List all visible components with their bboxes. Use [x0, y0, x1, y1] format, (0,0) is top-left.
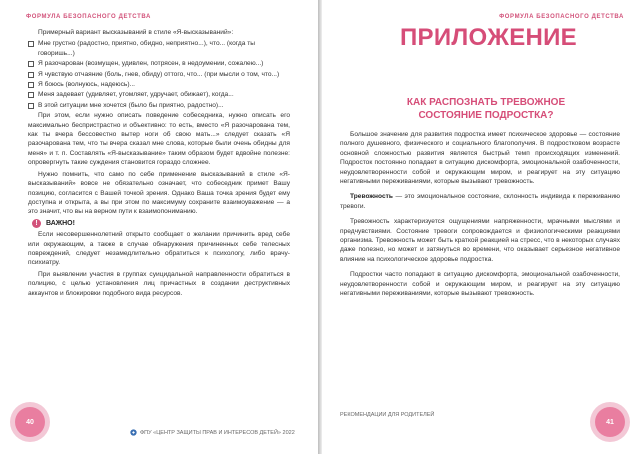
running-head: ФОРМУЛА БЕЗОПАСНОГО ДЕТСТВА: [499, 14, 624, 20]
page-number-badge: [10, 402, 50, 442]
page-title: ПРИЛОЖЕНИЕ: [400, 24, 577, 51]
list-item: Мне грустно (радостно, приятно, обидно, неприятно...), что... (когда ты говоришь...): [28, 39, 290, 58]
list-item: Меня задевает (удивляет, утомляет, удручает, обижает), когда...: [28, 90, 290, 99]
warning-label: ВАЖНО!: [46, 219, 75, 227]
term: Тревожность: [350, 193, 393, 201]
right-page: [322, 0, 640, 454]
section-title: КАК РАСПОЗНАТЬ ТРЕВОЖНОЕ СОСТОЯНИЕ ПОДРОСТКА?: [406, 97, 566, 121]
list-item: В этой ситуации мне хочется (было бы приятно, радостно)...: [28, 101, 290, 110]
footer-text: ФПУ «ЦЕНТР ЗАЩИТЫ ПРАВ И ИНТЕРЕСОВ ДЕТЕЙ» 2022: [140, 429, 295, 436]
paragraph: Если несовершеннолетний открыто сообщает о желании причинить вред себе или окружающим, а также в случае обнаружения причиненных себе телесных повреждений, следует незамедлительно обратиться к психологу, либо врачу-психиатру.: [28, 231, 290, 267]
options-list: [28, 39, 290, 110]
paragraph: При выявлении участия в группах суицидальной направленности обратиться в полицию, с целью установления лиц причастных в создании деструктивных аккаунтов и блокировки подобного вида ресурсов.: [28, 270, 290, 297]
options-intro: Примерный вариант высказываний в стиле «Я-высказываний»:: [38, 29, 234, 36]
left-page: [0, 0, 318, 454]
left-body: [28, 28, 290, 300]
paragraph: Нужно помнить, что само по себе применение высказываний в стиле «Я-высказываний» вовсе не обязательно означает, что собеседник примет Вашу позицию, согласится с Вашей точкой зрения. Однако Ваша точка зрения будет ему доступна и открыта, а вы при этом по максимуму сохраните взаимоуважение — а это значит, что вы на верном пути к взаимопониманию.: [28, 170, 290, 216]
paragraph: Большое значение для развития подростка имеет психическое здоровье — состояние полного душевного, физического и социального благополучия. В подростковом возрасте основной сложностью развития является быстрый темп происходящих изменений. Подросток постоянно попадает в ситуацию дискомфорта, эмоциональной озабоченности, неудовлетворенности собой и окружающим миром, и реагирует на эту ситуацию негативными переживаниями, которые вызывают тревожность.: [340, 131, 620, 186]
running-head: ФОРМУЛА БЕЗОПАСНОГО ДЕТСТВА: [26, 14, 151, 20]
emblem-icon: [130, 429, 137, 436]
footer-text: РЕКОМЕНДАЦИИ ДЛЯ РОДИТЕЛЕЙ: [340, 412, 435, 418]
page-number: 41: [606, 418, 614, 426]
checkbox-icon: [28, 61, 34, 67]
warning-callout: [32, 219, 290, 228]
checkbox-icon: [28, 92, 34, 98]
paragraph: При этом, если нужно описать поведение собеседника, нужно описать его максимально беспристрастно и объективно: то есть, вместо «Я разочарована тем, как ты вчера бессовестно вытер ноги об свою мать...» следует сказать «Я разочарована тем, что ты вчера сказал мне слова, которые были очень обидны для меня» и т. п. Составлять «Я-высказывание» таким образом будет вдвойне полезне: опровергнуть такие суждения становится гораздо сложнее.: [28, 112, 290, 167]
checkbox-icon: [28, 41, 34, 47]
checkbox-icon: [28, 72, 34, 78]
list-item: Я разочарован (возмущен, удивлен, потрясен, в недоумении, сожалею...): [28, 59, 290, 68]
exclamation-icon: !: [32, 219, 41, 228]
list-item: Я боюсь (волнуюсь, надеюсь)...: [28, 80, 290, 89]
checkbox-icon: [28, 103, 34, 109]
page-number-badge: [590, 402, 630, 442]
right-body: [340, 130, 620, 305]
paragraph: Тревожность — это эмоциональное состояние, склонность индивида к переживанию тревоги.: [340, 193, 620, 210]
list-item: Я чувствую отчаяние (боль, гнев, обиду) оттого, что... (при мысли о том, что...): [28, 70, 290, 79]
footer: [130, 429, 295, 436]
checkbox-icon: [28, 82, 34, 88]
page-number: 40: [26, 418, 34, 426]
paragraph: Подростки часто попадают в ситуацию дискомфорта, эмоциональной озабоченности, неудовлетворенности собой и окружающим миром, и реагирует на эту ситуацию негативными переживаниями, которые вызывают тревожность.: [340, 271, 620, 298]
paragraph: Тревожность характеризуется ощущениями напряженности, мрачными мыслями и предчувствиями. Состояние тревоги сопровождается и физиологическими реакциями организма. Тревожность может быть краткой реакцией на стресс, что в некоторых случаях даже полезно, но может и затянуться во времени, что оказывает серьезное негативное влияние на психологическое здоровье подростка.: [340, 218, 620, 263]
